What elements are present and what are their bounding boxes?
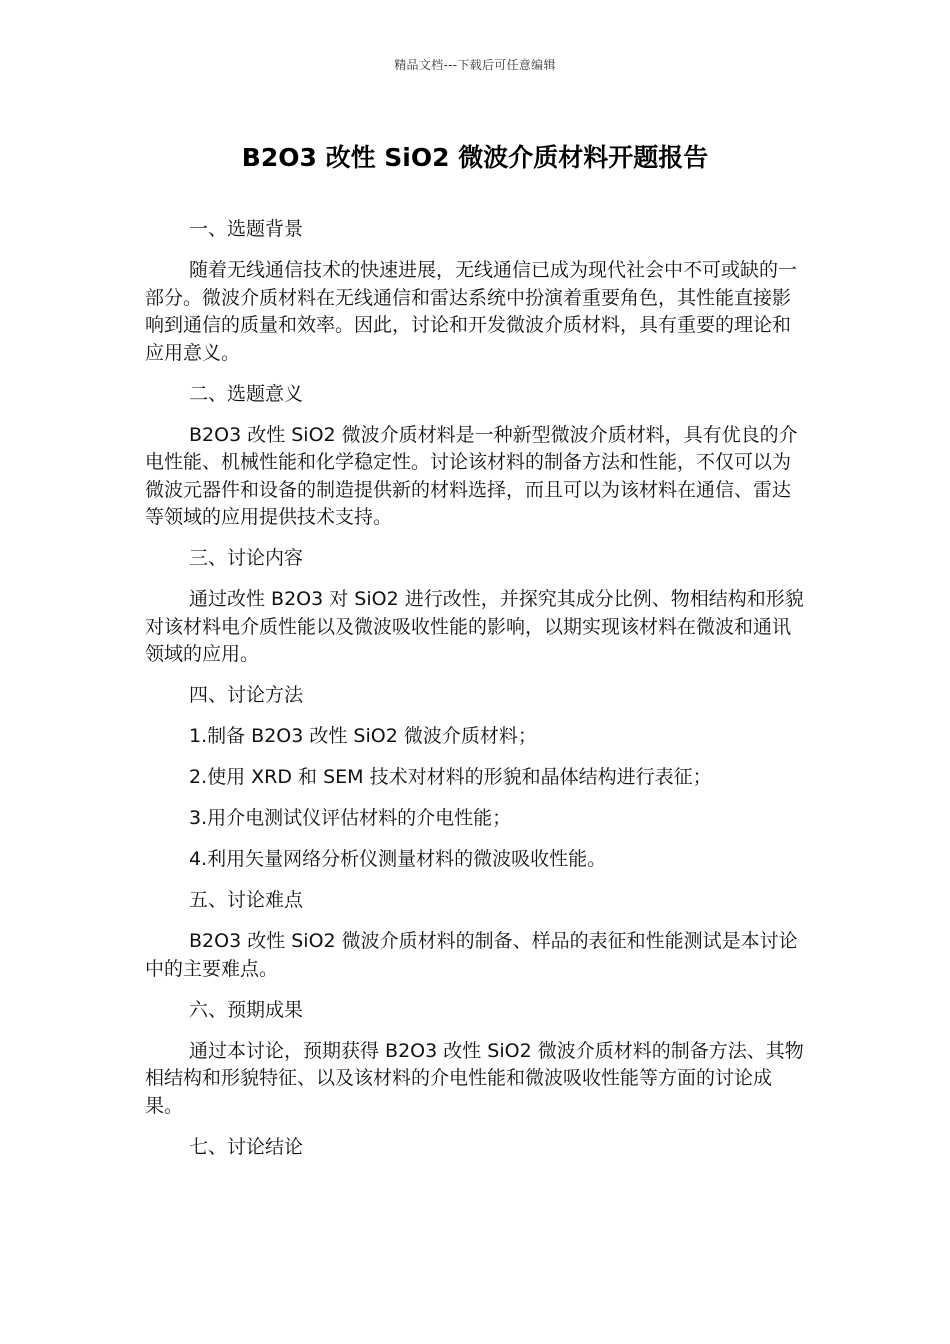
section-heading-background: 一、选题背景	[189, 218, 304, 240]
page-header: 精品文档---下载后可任意编辑	[394, 58, 556, 72]
paragraph-content: 通过改性 B2O3 对 SiO2 进行改性，并探究其成分比例、物相结构和形貌对该材料电介质性能以及微波吸收性能的影响，以期实现该材料在微波和通讯领域的应用。	[145, 588, 804, 665]
paragraph-significance: B2O3 改性 SiO2 微波介质材料是一种新型微波介质材料，具有优良的介电性能、机械性能和化学稳定性。讨论该材料的制备方法和性能，不仅可以为微波元器件和设备的制造提供新的材料选择，而且可以为该材料在通信、雷达等领域的应用提供技术支持。	[145, 423, 798, 528]
method-item: 4.利用矢量网络分析仪测量材料的微波吸收性能。	[189, 848, 607, 870]
paragraph-difficulties: B2O3 改性 SiO2 微波介质材料的制备、样品的表征和性能测试是本讨论中的主要难点。	[145, 930, 798, 980]
section-heading-expected-results: 六、预期成果	[189, 998, 304, 1021]
section-heading-content: 三、讨论内容	[189, 547, 304, 569]
method-item: 1.制备 B2O3 改性 SiO2 微波介质材料；	[189, 725, 537, 747]
document-title: B2O3 改性 SiO2 微波介质材料开题报告	[241, 143, 709, 172]
section-heading-significance: 二、选题意义	[189, 382, 304, 405]
method-item: 3.用介电测试仪评估材料的介电性能；	[189, 807, 512, 829]
document-body	[145, 216, 807, 1175]
section-heading-conclusion: 七、讨论结论	[189, 1135, 304, 1158]
paragraph-expected-results: 通过本讨论，预期获得 B2O3 改性 SiO2 微波介质材料的制备方法、其物相结构和形貌特征、以及该材料的介电性能和微波吸收性能等方面的讨论成果。	[145, 1039, 804, 1117]
paragraph-background: 随着无线通信技术的快速进展，无线通信已成为现代社会中不可或缺的一部分。微波介质材料在无线通信和雷达系统中扮演着重要角色，其性能直接影响到通信的质量和效率。因此，讨论和开发微波介质材料，具有重要的理论和应用意义。	[145, 259, 798, 364]
method-item: 2.使用 XRD 和 SEM 技术对材料的形貌和晶体结构进行表征；	[189, 766, 712, 788]
section-heading-methods: 四、讨论方法	[189, 684, 304, 706]
section-heading-difficulties: 五、讨论难点	[189, 889, 304, 911]
